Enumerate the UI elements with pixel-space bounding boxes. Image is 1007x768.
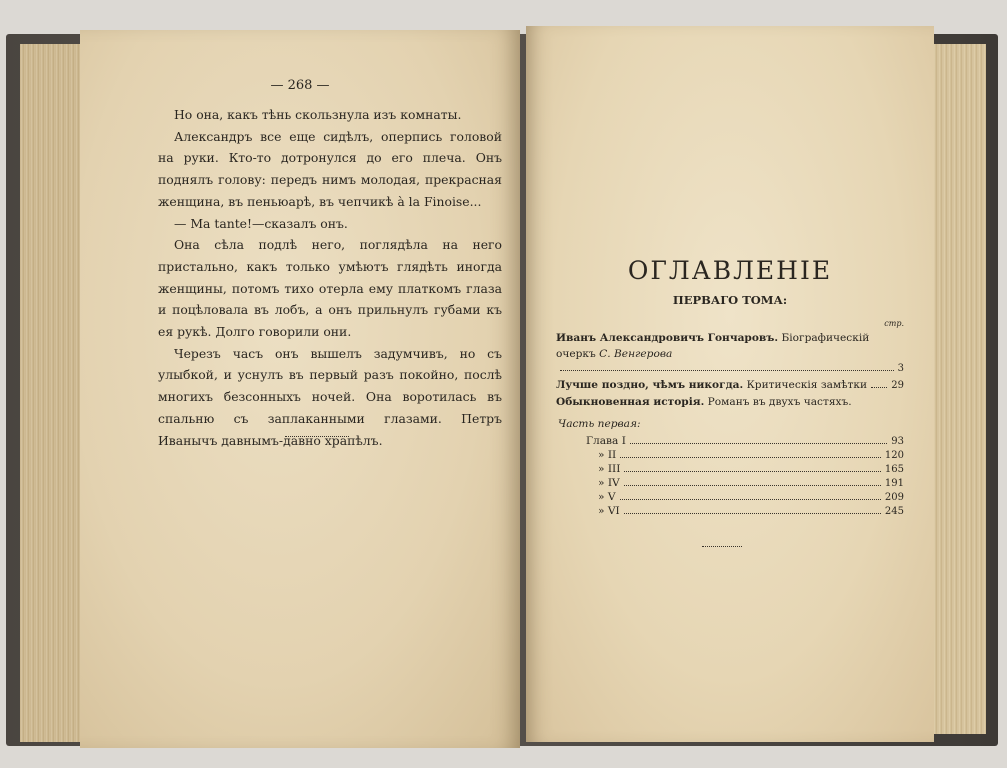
chapter-row xyxy=(586,490,904,504)
right-page xyxy=(526,26,934,742)
entry-author: Иванъ Александровичъ Гончаровъ. xyxy=(556,332,779,344)
chapter-label: » VI xyxy=(598,505,620,517)
chapter-row xyxy=(586,462,904,476)
paragraph: Она сѣла подлѣ него, поглядѣла на него пристально, какъ только умѣютъ глядѣть иногда женщины, потомъ тихо отерла ему платкомъ глаза и поцѣловала въ лобъ, а онъ прильнулъ губами къ ея рукѣ. Долго говорили они. xyxy=(158,237,502,340)
entry-text: Романъ въ двухъ частяхъ. xyxy=(704,396,852,408)
entry-page: 29 xyxy=(891,380,904,391)
entry-page: 3 xyxy=(897,363,904,374)
right-page-edges xyxy=(928,44,986,734)
chapter-label: » IV xyxy=(598,477,620,489)
chapter-label: » II xyxy=(598,449,617,461)
toc-entry xyxy=(556,394,904,410)
chapter-page: 245 xyxy=(884,506,904,517)
end-divider xyxy=(702,546,742,547)
entry-title: Лучше поздно, чѣмъ никогда. xyxy=(556,379,744,391)
entry-title: Обыкновенная исторiя. xyxy=(556,396,705,408)
chapter-page: 191 xyxy=(884,478,904,489)
page-number: — 268 — xyxy=(270,78,330,93)
chapter-row xyxy=(586,448,904,462)
toc-title: ОГЛАВЛЕНIЕ xyxy=(627,256,833,285)
chapter-page: 209 xyxy=(884,492,904,503)
entry-text: Бiографическiй очеркъ xyxy=(556,332,870,360)
toc-entry-page-row xyxy=(556,362,904,376)
chapter-row xyxy=(586,504,904,518)
chapter-label: » V xyxy=(598,491,616,503)
chapter-page: 165 xyxy=(884,464,904,475)
chapter-list xyxy=(556,434,904,518)
left-page xyxy=(80,30,520,748)
chapter-label: » III xyxy=(598,463,621,475)
chapter-label: Глава I xyxy=(586,435,626,447)
paragraph: Черезъ часъ онъ вышелъ задумчивъ, но съ улыбкой, и уснулъ въ первый разъ покойно, послѣ многихъ безсонныхъ ночей. Она воротилась въ спальню съ заплаканными глазами. Петръ Иванычъ давнымъ-давно храпѣлъ. xyxy=(158,345,502,448)
chapter-page: 93 xyxy=(891,436,904,447)
chapter-row xyxy=(586,434,904,448)
end-divider xyxy=(285,436,349,437)
left-page-edges xyxy=(20,44,82,742)
body-text xyxy=(158,104,502,451)
paragraph: Александръ все еще сидѣлъ, оперпись головой на руки. Кто-то дотронулся до его плеча. Онъ поднялъ голову: передъ нимъ молодая, прекрасная женщина, въ пеньюарѣ, въ чепчикѣ à la Finoise... xyxy=(158,128,502,209)
chapter-row xyxy=(586,476,904,490)
entry-text: Критическiя замѣтки xyxy=(743,379,868,391)
part-title: Часть первая: xyxy=(558,418,641,430)
table-of-contents xyxy=(556,318,904,518)
paragraph: — Ma tante!—сказалъ онъ. xyxy=(174,215,348,231)
paragraph: Но она, какъ тѣнь скользнула изъ комнаты. xyxy=(174,107,462,122)
toc-entry xyxy=(556,330,904,362)
page-column-header: стр. xyxy=(884,319,904,328)
entry-editor: С. Венгерова xyxy=(599,348,673,360)
toc-subtitle: ПЕРВАГО ТОМА: xyxy=(672,293,788,307)
toc-entry xyxy=(556,378,904,392)
chapter-page: 120 xyxy=(884,450,904,461)
